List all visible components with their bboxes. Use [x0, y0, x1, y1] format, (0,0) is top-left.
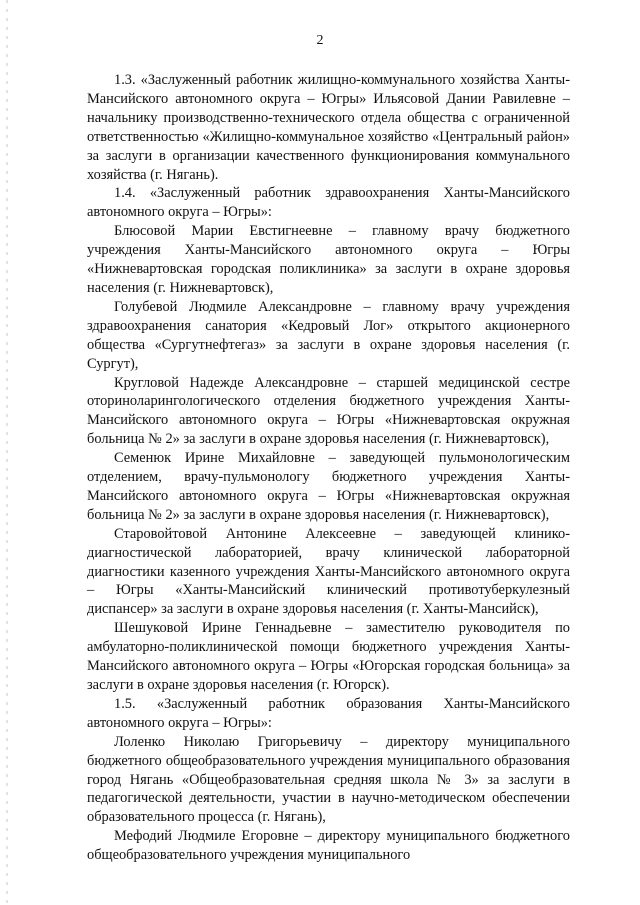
award-entry-blyusova: Блюсовой Марии Евстигнеевне – главному врачу бюджетного учреждения Ханты-Мансийского автономного округа – Югры «Нижневартовская городская поликлиника» за заслуги в охране здоровья населения (г. Нижневартовск),	[87, 223, 570, 296]
binding-holes-decoration	[6, 0, 8, 905]
page-number: 2	[316, 33, 324, 48]
award-entry-mefodiy: Мефодий Людмиле Егоровне – директору муниципального бюджетного общеобразовательного учреждения муниципального	[87, 828, 570, 864]
section-1-3-paragraph: 1.3. «Заслуженный работник жилищно-коммунального хозяйства Ханты-Мансийского автономного округа – Югры» Ильясовой Дании Равилевне – начальнику производственно-технического отдела общества с ограниченной ответственностью «Жилищно-коммунальное хозяйство «Центральный район» за заслуги в организации качественного функционирования коммунального хозяйства (г. Нягань).	[87, 72, 570, 183]
award-entry-golubeva: Голубевой Людмиле Александровне – главному врачу учреждения здравоохранения санатория «Кедровый Лог» открытого акционерного общества «Сургутнефтегаз» за заслуги в охране здоровья населения (г. Сургут),	[87, 298, 570, 372]
award-entry-kruglova: Кругловой Надежде Александровне – старшей медицинской сестре оториноларингологического отделения бюджетного учреждения Ханты-Мансийского автономного округа – Югры «Нижневартовская окружная больница № 2» за заслуги в охране здоровья населения (г. Нижневартовск),	[87, 374, 570, 448]
section-1-4-heading: 1.4. «Заслуженный работник здравоохранения Ханты-Мансийского автономного округа – Югры»:	[87, 185, 570, 221]
award-entry-semenyuk: Семенюк Ирине Михайловне – заведующей пульмонологическим отделением, врачу-пульмонологу бюджетного учреждения Ханты-Мансийского автономного округа – Югры «Нижневартовская окружная больница № 2» за заслуги в охране здоровья населения (г. Нижневартовск),	[87, 450, 570, 523]
document-body	[87, 71, 570, 865]
award-entry-lolenko: Лоленко Николаю Григорьевичу – директору муниципального бюджетного общеобразовательного учреждения муниципального образования город Нягань «Общеобразовательная средняя школа № 3» за заслуги в педагогической деятельности, участии в научно-методическом обеспечении образовательного процесса (г. Нягань),	[87, 733, 570, 826]
award-entry-starovoytova: Старовойтовой Антонине Алексеевне – заведующей клинико-диагностической лабораторией, врачу клинической лабораторной диагностики казенного учреждения Ханты-Мансийского автономного округа – Югры «Ханты-Мансийский клинический противотуберкулезный диспансер» за заслуги в охране здоровья населения (г. Ханты-Мансийск),	[87, 525, 570, 618]
award-entry-sheshukova: Шешуковой Ирине Геннадьевне – заместителю руководителя по амбулаторно-поликлинической помощи бюджетного учреждения Ханты-Мансийского автономного округа – Югры «Югорская городская больница» за заслуги в охране здоровья населения (г. Югорск).	[87, 620, 570, 693]
section-1-5-heading: 1.5. «Заслуженный работник образования Ханты-Мансийского автономного округа – Югры»:	[87, 695, 570, 731]
